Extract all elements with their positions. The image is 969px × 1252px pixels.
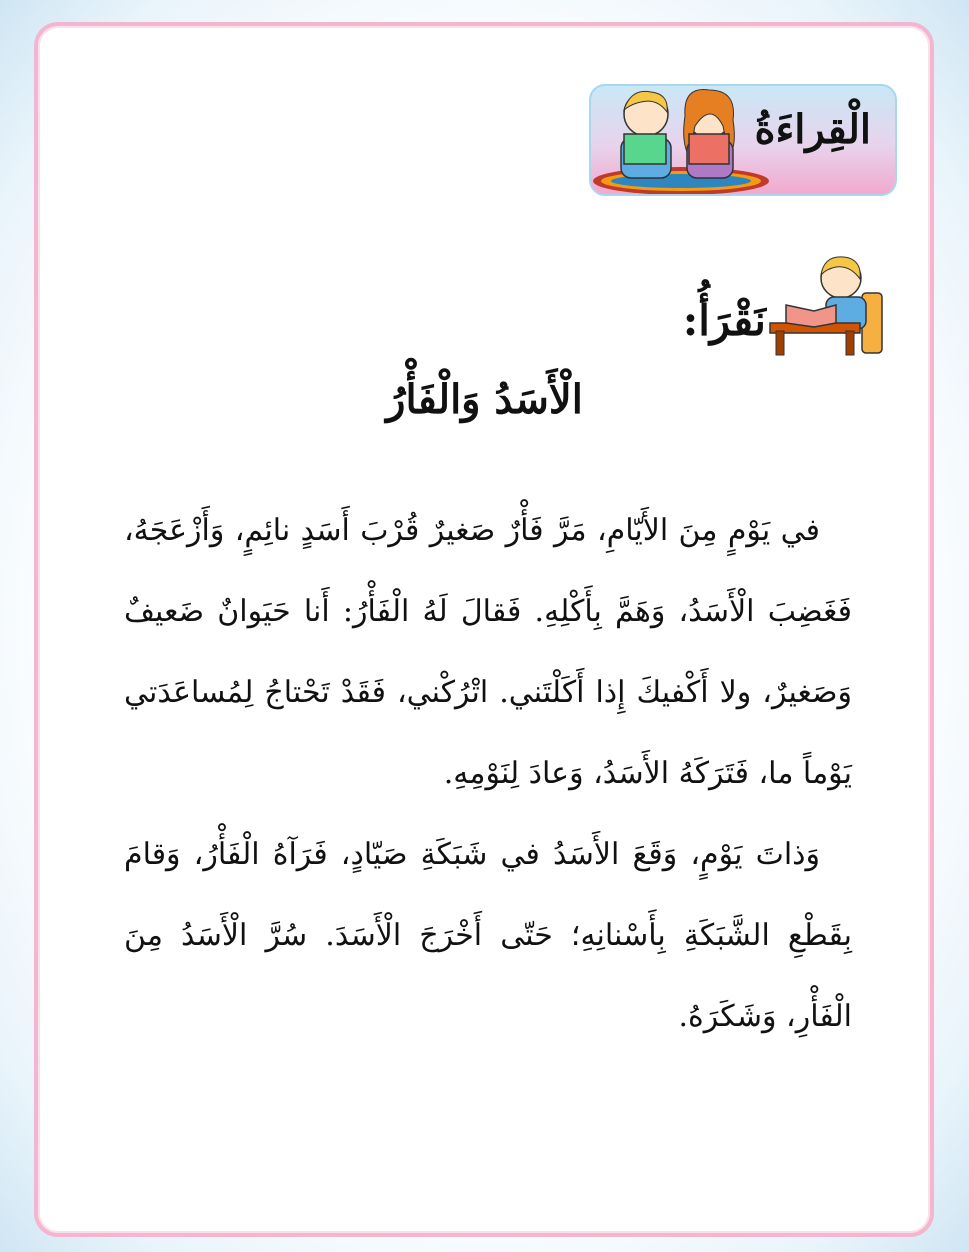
section-title: الْقِراءَةُ <box>754 106 871 153</box>
story-paragraph: في يَوْمٍ مِنَ الأَيّامِ، مَرَّ فَأْرٌ صَغيرٌ قُرْبَ أَسَدٍ نائِمٍ، وَأَزْعَجَهُ، فَغَضِبَ الْأَسَدُ، وَهَمَّ بِأَكْلِهِ. فَقالَ لَهُ الْفَأْرُ: أَنا حَيَوانٌ ضَعيفٌ وَصَغيرٌ، ولا أَكْفيكَ إِذا أَكَلْتَني. اتْرُكْني، فَقَدْ تَحْتاجُ لِمُساعَدَتي يَوْماً ما، فَتَرَكَهُ الأَسَدُ، وَعادَ لِنَوْمِهِ. <box>124 513 852 791</box>
section-header-badge <box>589 84 897 196</box>
story-text <box>124 490 852 1057</box>
kids-reading-illustration <box>591 86 771 196</box>
child-reading-at-desk-illustration <box>766 253 886 358</box>
lesson-label: نَقْرَأُ: <box>682 296 766 345</box>
story-paragraph: وَذاتَ يَوْمٍ، وَقَعَ الأَسَدُ في شَبَكَةِ صَيّادٍ، فَرَآهُ الْفَأْرُ، وَقامَ بِقَطْعِ الشَّبَكَةِ بِأَسْنانِهِ؛ حَتّى أَخْرَجَ الْأَسَدَ. سُرَّ الْأَسَدُ مِنَ الْفَأْرِ، وَشَكَرَهُ. <box>124 837 852 1034</box>
story-title: الْأَسَدُ وَالْفَأْرُ <box>386 376 583 423</box>
